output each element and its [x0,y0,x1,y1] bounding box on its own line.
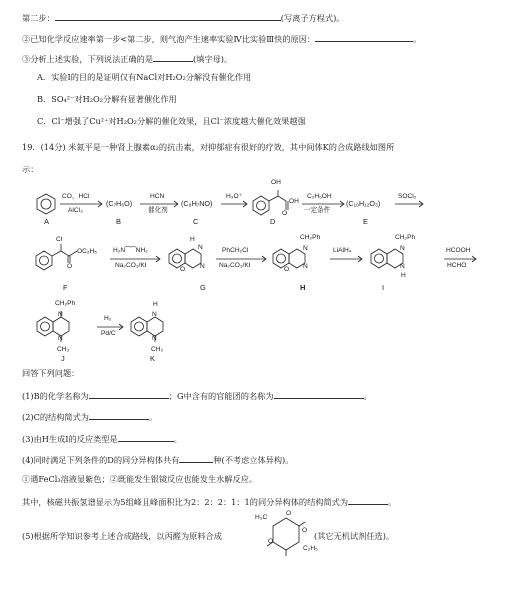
reagent-3-top: H₃O⁺ [226,193,243,200]
q4-text-a: (4)同时满足下列条件的D的同分异构体共有 [22,455,180,465]
reagent-10-bottom: Pd/C [101,330,116,337]
arrow-8 [330,256,364,262]
arrow-3 [221,201,249,207]
compound-i-structure [370,243,416,275]
step2-suffix: (写离子方程式)。 [280,13,345,23]
q1-end: 。 [363,391,372,401]
question-4 [22,454,293,466]
i-n1: N [400,245,405,252]
label-a: A [44,217,50,226]
q3-answer-end: 。 [173,434,182,444]
reagent-10-top: H₂ [104,315,112,322]
q2-blank[interactable] [315,33,413,42]
benzene-a-structure [36,193,56,215]
q3-text: ③分析上述实验，下列说法正确的是 [22,54,154,64]
q4-nmr-end: 。 [388,497,397,507]
reagent-7-bottom: Na₂CO₃/KI [219,262,251,269]
q3-answer-text: (3)由H生成I的反应类型是 [22,434,118,444]
question-5 [22,532,222,542]
compound-g-structure [168,243,212,273]
q1-text-b: ；G中含有的官能团的名称为 [168,391,274,401]
target-o-right: O [302,527,308,534]
option-c: C．Cl⁻增强了Cu²⁺对H₂O₂分解的催化效果，且Cl⁻浓度越大催化效果越强 [37,116,306,126]
reagent-2-bottom: 催化剂 [148,207,168,214]
reagent-4-top: C₂H₅OH [307,193,332,200]
q4-nmr-blank[interactable] [348,496,388,505]
g-n1: N [198,244,203,251]
compound-h-structure [272,243,318,275]
reagent-2-top: HCN [150,193,165,200]
q5-text-b: (其它无机试剂任选)。 [314,531,395,541]
q19-intro-line1: 19．(14分) 米氮平是一种肾上腺素α₂的抗击素，对抑郁症有很好的疗效，其中间体K的合成路线如图所 [22,142,395,152]
g-h: H [190,236,195,243]
reagent-1-top: CO，HCl [62,193,90,200]
label-h: H [300,283,306,292]
question-1 [22,390,372,402]
label-b: B [116,217,122,226]
label-i: I [382,283,385,292]
reagent-9-bottom: HCHO [447,262,467,269]
q2-answer-blank[interactable] [89,411,149,420]
formula-b: (C₇H₆O) [106,199,133,208]
j-n2: N [58,335,63,342]
d-o: O [282,210,288,217]
label-j: J [61,354,65,363]
q2-answer-end: 。 [149,412,158,422]
j-ch3: CH₃ [57,346,70,353]
reagent-5-top: SOCl₂ [398,193,417,200]
step2-blank[interactable] [55,12,281,21]
q3-blank[interactable] [153,53,193,62]
g-n2: N [200,263,205,270]
reagent-6-top: H₂N⁀⁀NH₂ [113,247,148,254]
i-n2: N [400,263,405,270]
step2-prefix: 第二步： [22,13,55,23]
h-n1: N [303,245,308,252]
j-n1: N [58,311,63,318]
label-g: G [200,283,206,292]
q2-text: (2)C的结构简式为 [22,412,89,422]
label-e: E [363,217,369,226]
target-c2h5: C₂H₅ [303,545,318,552]
label-d: D [270,217,276,226]
k-n1: N [152,311,157,318]
f-cl: Cl [56,236,63,243]
q1-blank-2[interactable] [274,390,364,399]
q4-blank[interactable] [179,454,213,463]
i-ch2ph: CH₂Ph [395,234,416,241]
q4-nmr-text: 其中，核磁共振氢谱显示为5组峰且峰面积比为2：2：2：1：1的同分异构体的结构简式为 [22,497,349,507]
target-lactide-structure [266,514,306,558]
d-oh-right: OH [289,198,299,205]
step2-line [22,12,344,24]
questions-lead: 回答下列问题： [22,368,80,378]
q1-text-a: (1)B的化学名称为 [22,391,89,401]
q3-end: (填字母)。 [193,54,233,64]
q2-line [22,33,421,45]
reagent-7-top: PhCH₂Cl [222,247,249,254]
k-n2: N [152,335,157,342]
formula-c: (C₈H₇NO) [181,199,213,208]
option-b: B．SO₄²⁻对H₂O₂分解有显著催化作用 [37,94,177,104]
q5-text-a: (5)根据所学知识参考上述合成路线，以丙醛为原料合成 [22,531,222,541]
option-a: A．实验Ⅰ的目的是证明仅有NaCl对H₂O₂分解没有催化作用 [37,72,252,82]
i-h: H [401,272,406,279]
question-2 [22,411,157,423]
label-c: C [193,217,199,226]
q3-line [22,53,232,65]
q4-text-b: 种(不考虑立体异构)。 [213,455,294,465]
q1-blank-1[interactable] [89,390,169,399]
k-h: H [153,301,158,308]
q19-intro-line2: 示： [22,164,39,174]
h-ch2ph: CH₂Ph [300,234,321,241]
f-o: O [67,263,73,270]
question-4-nmr [22,496,396,508]
q2-text: ②已知化学反应速率第一步<第二步，则气泡产生速率实验Ⅳ比实验Ⅲ快的原因： [22,34,316,44]
formula-e: (C₁₀H₁₂O₃) [346,199,381,208]
reagent-6-bottom: Na₂CO₃/KI [115,262,147,269]
h-o: O [284,266,290,273]
target-o-left: O [268,538,274,545]
g-o: O [180,266,186,273]
j-ch2ph: CH₂Ph [55,300,76,307]
q2-end: 。 [413,34,422,44]
reagent-9-top: HCOOH [446,247,471,254]
question-4-conditions: ①遇FeCl₃溶液显紫色；②既能发生银镜反应也能发生水解反应。 [22,474,258,484]
label-f: F [63,283,68,292]
k-ch3: CH₃ [151,346,164,353]
d-oh-top: OH [271,179,281,186]
target-h3c: H₃C [255,514,268,521]
h-n2: N [303,263,308,270]
f-oc2h5: OC₂H₅ [77,248,97,255]
target-o-top: O [286,510,292,517]
label-k: K [150,354,156,363]
reagent-1-bottom: AlCl₃ [68,207,83,214]
compound-f-structure [35,241,95,271]
reagent-8-top: LiAlH₄ [333,247,352,254]
question-3 [22,433,182,445]
arrow-5 [395,201,425,207]
reagent-4-bottom: 一定条件 [304,207,331,214]
q3-answer-blank[interactable] [118,433,174,442]
